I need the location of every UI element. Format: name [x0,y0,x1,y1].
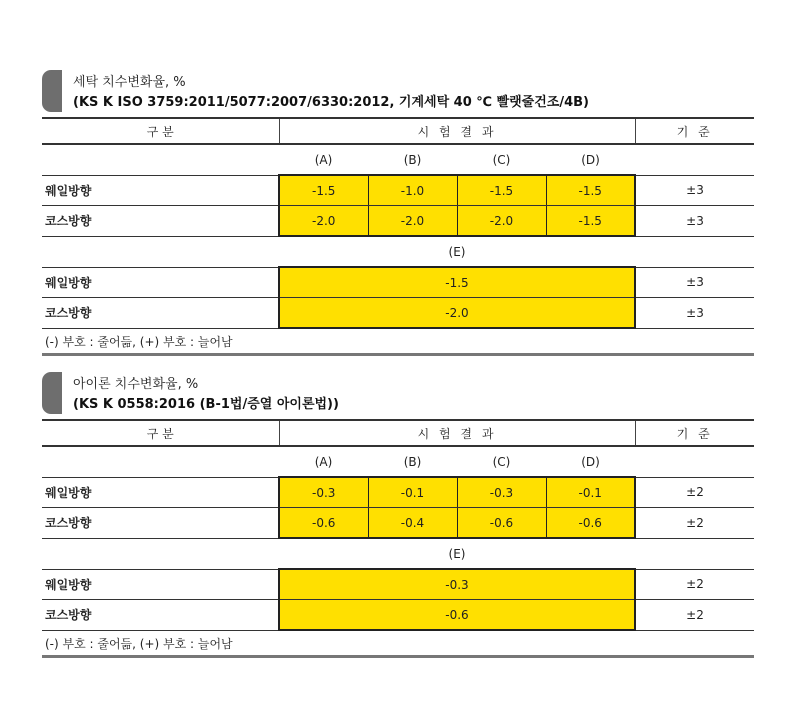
table-header-row [42,118,754,144]
sample-label-b: (B) [368,446,457,477]
sample-label-a: (A) [279,144,368,175]
section-title: 아이론 치수변화율, % [73,377,199,392]
empty-cell [635,538,754,569]
empty-cell [635,144,754,175]
value-cell: -0.6 [457,508,546,539]
row-label: 웨일방향 [42,175,279,206]
section-header [42,372,754,416]
table-row [42,508,754,539]
value-cell: -0.1 [368,477,457,508]
value-cell-e: -0.6 [279,600,635,631]
value-cell-e: -0.3 [279,569,635,600]
sample-label-e: (E) [279,236,635,267]
standard-cell: ±2 [635,569,754,600]
table-row [42,267,754,298]
value-cell: -0.3 [457,477,546,508]
header-category: 구 분 [42,118,279,144]
sample-label-row [42,446,754,477]
row-label: 코스방향 [42,508,279,539]
value-cell: -2.0 [279,206,368,237]
value-cell: -0.3 [279,477,368,508]
row-label: 웨일방향 [42,569,279,600]
table-row [42,477,754,508]
header-test-results: 시 험 결 과 [279,420,635,446]
value-cell: -2.0 [368,206,457,237]
results-table [42,419,754,658]
sample-label-row-e [42,236,754,267]
sample-label-row [42,144,754,175]
value-cell: -1.5 [279,175,368,206]
standard-cell: ±3 [635,298,754,329]
value-cell: -0.1 [546,477,635,508]
wash-dimensional-change-section [42,70,754,356]
sample-label-e: (E) [279,538,635,569]
sign-note: (-) 부호 : 줄어듦, (+) 부호 : 늘어남 [42,328,754,355]
results-table [42,117,754,356]
sample-label-b: (B) [368,144,457,175]
value-cell: -1.5 [457,175,546,206]
value-cell: -2.0 [457,206,546,237]
table-row [42,600,754,631]
value-cell: -0.4 [368,508,457,539]
table-row [42,298,754,329]
sample-label-d: (D) [546,144,635,175]
value-cell: -1.0 [368,175,457,206]
standard-cell: ±2 [635,600,754,631]
row-label: 웨일방향 [42,267,279,298]
row-label: 코스방향 [42,206,279,237]
value-cell: -0.6 [546,508,635,539]
sample-label-c: (C) [457,446,546,477]
table-row [42,206,754,237]
note-row [42,630,754,657]
sample-label-c: (C) [457,144,546,175]
standard-cell: ±3 [635,175,754,206]
sample-label-row-e [42,538,754,569]
note-row [42,328,754,355]
table-row [42,569,754,600]
empty-cell [42,144,279,175]
header-standard: 기 준 [635,118,754,144]
section-title: 세탁 치수변화율, % [73,75,186,90]
iron-dimensional-change-section [42,372,754,658]
row-label: 코스방향 [42,600,279,631]
empty-cell [42,446,279,477]
standard-cell: ±3 [635,206,754,237]
standard-cell: ±2 [635,508,754,539]
row-label: 코스방향 [42,298,279,329]
standard-cell: ±2 [635,477,754,508]
empty-cell [42,236,279,267]
header-standard: 기 준 [635,420,754,446]
table-header-row [42,420,754,446]
value-cell: -0.6 [279,508,368,539]
section-tab-marker [42,70,62,112]
value-cell: -1.5 [546,175,635,206]
empty-cell [42,538,279,569]
row-label: 웨일방향 [42,477,279,508]
empty-cell [635,446,754,477]
sample-label-d: (D) [546,446,635,477]
header-category: 구 분 [42,420,279,446]
empty-cell [635,236,754,267]
section-standard: (KS K 0558:2016 (B-1법/증열 아이론법)) [73,397,339,412]
sample-label-a: (A) [279,446,368,477]
value-cell-e: -1.5 [279,267,635,298]
section-header [42,70,754,114]
section-standard: (KS K ISO 3759:2011/5077:2007/6330:2012, 기계세탁 40 ℃ 빨랫줄건조/4B) [73,95,590,110]
table-row [42,175,754,206]
value-cell: -1.5 [546,206,635,237]
sign-note: (-) 부호 : 줄어듦, (+) 부호 : 늘어남 [42,630,754,657]
standard-cell: ±3 [635,267,754,298]
value-cell-e: -2.0 [279,298,635,329]
header-test-results: 시 험 결 과 [279,118,635,144]
section-tab-marker [42,372,62,414]
